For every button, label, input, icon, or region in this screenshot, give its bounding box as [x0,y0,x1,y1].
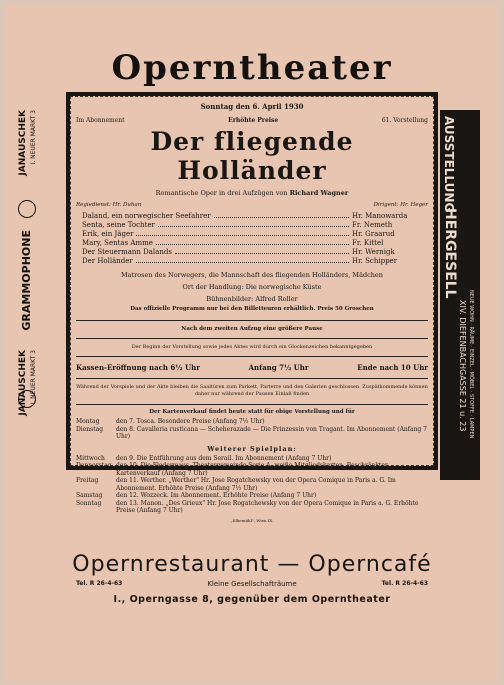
schedule-day: Freitag [76,477,99,484]
cast-role: Senta, seine Tochter [82,221,155,229]
schedule-row [76,462,428,477]
restaurant-title: Opernrestaurant — Operncafé [72,552,432,577]
ad-address-top: I. NEUER MARKT 3 [30,110,37,165]
bell-signal-note: Der Beginn der Vorstellung sowie jedes Aktes wird durch ein Glockenzeichen bekanntgegeben [131,344,373,350]
divider [76,320,428,321]
phone-right: Tel. R 26-4-63 [381,580,428,587]
leader-dots [136,230,349,236]
ad-products: NEUE WOHN · RÄUME · EINZEL · MÖBEL · STOFFE · LAMPEN [468,290,474,439]
schedule-heading: Weiterer Spielplan: [207,444,297,453]
cast-list [76,212,428,266]
presale-note: Der Kartenverkauf findet heute statt für obige Vorstellung und für [149,409,355,415]
chorus-note: Matrosen des Norwegers, die Mannschaft des fliegenden Holländers, Mädchen [121,271,383,279]
ad-brand-top: JANAUSCHEK [18,110,28,176]
hergesell-ad [440,110,480,480]
cast-row [82,212,422,221]
conductor-label: Dirigent: Hr. Heger [373,202,428,208]
phone-left: Tel. R 26-4-63 [76,580,123,587]
ad-company: HERGESELL [442,208,458,299]
ad-exhibition: AUSSTELLUNG [442,116,456,213]
cast-row [82,248,422,257]
ad-product: GRAMMOPHONE [20,230,33,331]
cast-role: Erik, ein Jäger [82,230,134,238]
schedule-day: Sonntag [76,499,102,507]
schedule-day: Montag [76,418,100,425]
schedule-row [76,492,428,500]
cast-singer: Fr. Kittel [352,239,384,247]
divider [76,378,428,379]
gramophone-logo-icon [18,200,36,218]
ad-brand-bottom: JANAUSCHEK [18,350,28,416]
leader-dots [136,257,349,263]
subscription-label: Im Abonnement [76,117,125,124]
director-label: Regiedienst: Hr. Duhan [76,202,142,208]
cast-singer: Hr. Wernigk [352,248,395,256]
performance-number: 61. Vorstellung [381,117,428,124]
cast-singer: Hr. Schipper [352,257,398,265]
schedule-text: den 12. Wozzeck. Im Abonnement. Erhöhte Preise (Anfang 7 Uhr) [116,492,317,499]
divider [76,356,428,357]
program-content [76,102,428,523]
divider [76,404,428,405]
stage-design-note: Bühnenbilder: Alfred Roller [206,295,298,303]
opera-subtitle: Romantische Oper in drei Aufzügen von [155,189,288,197]
end-time: Ende nach 10 Uhr [357,363,428,372]
schedule-text: den 7. Tosca. Besondere Preise (Anfang 7½ Uhr) [116,418,265,425]
schedule-row [76,418,428,426]
schedule-text: den 13. Manon. „Des Grieux" Hr. Jose Rogatchewsky von der Opera Comique in Paris a. G. Erhöhte Preise (Anfang 7 Uhr) [116,499,419,514]
cast-row [82,221,422,230]
cast-role: Der Holländer [82,257,133,265]
leader-dots [158,221,349,227]
performance-date: Sonntag den 6. April 1930 [200,102,304,111]
cast-row [82,239,422,248]
restaurant-rooms: Kleine Gesellschafträume [207,580,297,588]
cast-role: Mary, Sentas Amme [82,239,153,247]
leader-dots [175,248,349,254]
composer-name: Richard Wagner [289,189,349,197]
schedule-day: Dienstag [76,425,104,433]
schedule-row [76,477,428,492]
schedule-text: den 8. Cavalleria rusticana — Scheherazade — Die Prinzessin von Tragant. Im Abonnement (Anfang 7 Uhr) [116,425,428,440]
theater-title: Operntheater [111,48,393,88]
box-office-time: Kassen-Eröffnung nach 6½ Uhr [76,363,200,372]
ad-address-bottom: I. NEUER MARKT 3 [30,350,37,405]
cast-row [82,257,422,266]
schedule-text: den 11. Werther. „Werther" Hr. Jose Rogatchewsky von der Opera Comique in Paris a. G. Im Abonnement. Erhöhte Preise (Anfang 7½ Uhr) [116,477,396,492]
schedule-upcoming [76,418,428,441]
schedule-day: Samstag [76,492,103,499]
prices-label: Erhöhte Preise [228,117,279,124]
restaurant-address: I., Operngasse 8, gegenüber dem Operntheater [113,594,391,605]
pause-note: Nach dem zweiten Aufzug eine größere Pause [181,326,323,332]
printer-credit: „Elbemühl", Wien IX. [230,517,274,523]
leader-dots [156,239,349,245]
latecomer-note: Während der Vorspiele und der Akte bleiben die Saaltüren zum Parkett, Parterre und den Galerien geschlossen. Zuspätkommende können daher nur während der Pausen Einlaß finden [76,384,428,397]
schedule-row [76,426,428,441]
program-price-note: Das offizielle Programm nur bei den Billetteuren erhältlich. Preis 50 Groschen [130,306,374,312]
gramophone-logo-icon-2 [18,390,36,408]
cast-singer: Hr. Manowarda [352,212,408,220]
cast-singer: Fr. Nemeth [352,221,393,229]
schedule-day: Donnerstag [76,462,112,469]
schedule-day: Mittwoch [76,454,105,462]
cast-role: Daland, ein norwegischer Seefahrer [82,212,211,220]
cast-singer: Hr. Graarud [352,230,395,238]
divider [76,338,428,339]
opera-title: Der fliegende Holländer [150,127,354,185]
ad-address: XIV. DIEFENBACHGASSE 21 u. 23 [458,300,467,432]
leader-dots [214,212,349,218]
start-time: Anfang 7½ Uhr [248,363,309,372]
cast-role: Der Steuermann Dalands [82,248,172,256]
grammophone-ad [14,100,64,480]
schedule-row [76,500,428,515]
cast-row [82,230,422,239]
schedule-list [76,455,428,515]
setting-note: Ort der Handlung: Die norwegische Küste [182,283,322,291]
schedule-row [76,455,428,463]
schedule-text: den 9. Die Entführung aus dem Serail. Im Abonnement (Anfang 7 Uhr) [116,454,332,462]
schedule-text: den 10. Die Fledermaus. Theatergemeinde Serie A. weiße Mitgliedskarten. Beschränkter Kartenverkauf (Anfang 7 Uhr) [116,462,388,477]
